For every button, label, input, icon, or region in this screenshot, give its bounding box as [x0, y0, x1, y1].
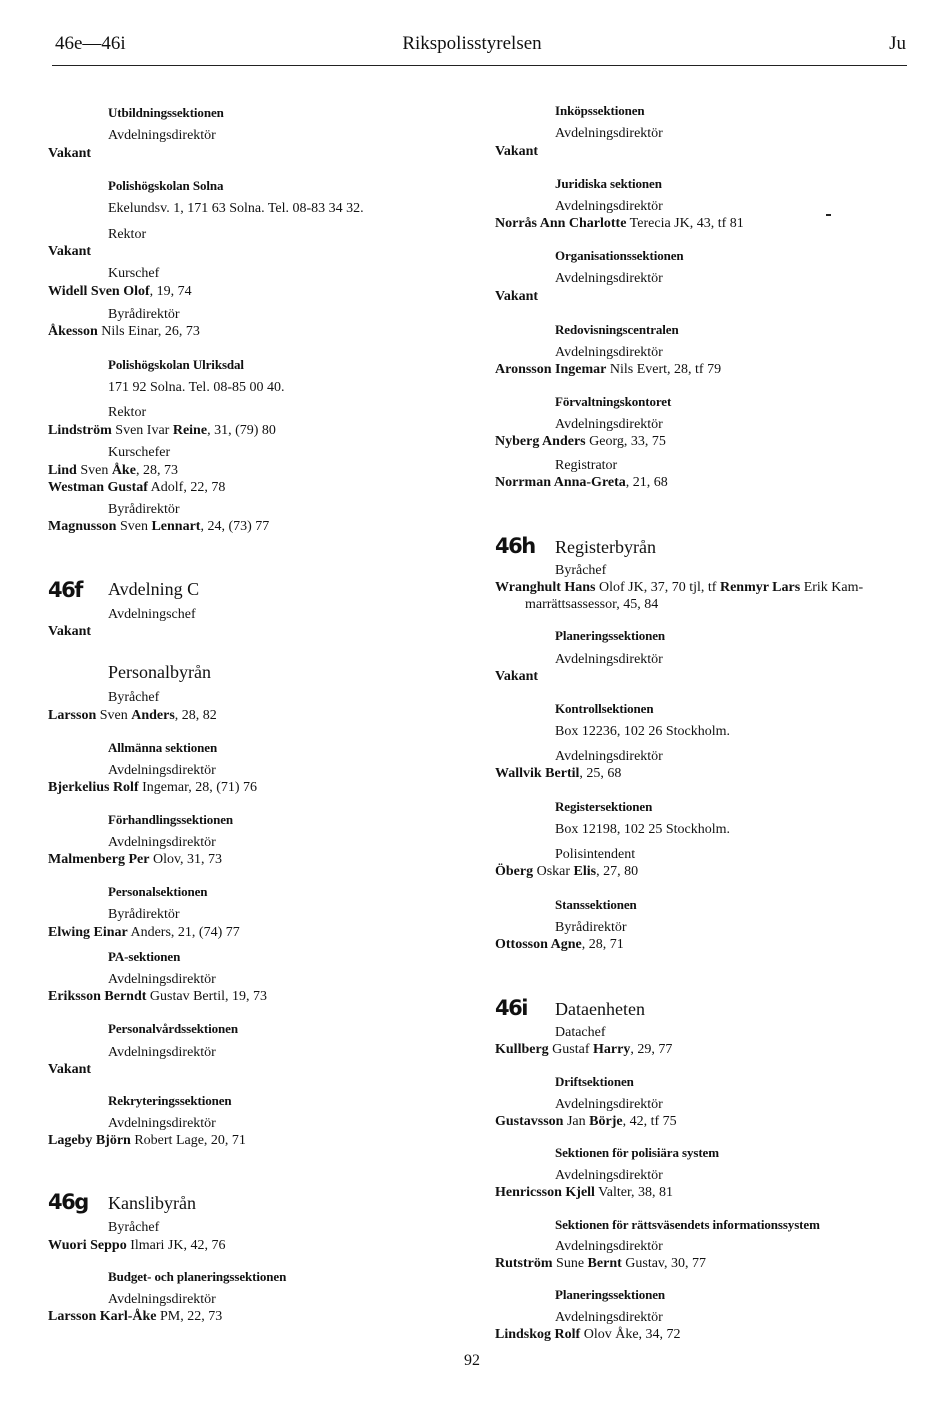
- section-heading: Rekryteringssektionen: [108, 1093, 232, 1108]
- name-bold: Börje: [589, 1114, 623, 1129]
- person-entry: [495, 288, 538, 305]
- text-line: Byrådirektör: [108, 502, 180, 517]
- name-bold: Rutström: [495, 1256, 553, 1271]
- section-heading: Utbildningssektionen: [108, 105, 224, 120]
- name-bold: Elwing Einar: [48, 925, 128, 940]
- person-entry: [48, 283, 192, 300]
- name-bold: Henricsson Kjell: [495, 1185, 595, 1200]
- name-bold: Elis: [573, 864, 597, 879]
- section-title: Kanslibyrån: [108, 1193, 196, 1213]
- name-bold: Gustavsson: [495, 1114, 564, 1129]
- person-entry: [48, 145, 91, 162]
- person-entry: [48, 1308, 222, 1325]
- text-line: Registrator: [555, 458, 618, 473]
- name-rest: Terecia JK, 43, tf 81: [626, 216, 744, 231]
- running-header-title: Rikspolisstyrelsen: [402, 33, 542, 54]
- name-rest: Robert Lage, 20, 71: [130, 1133, 246, 1148]
- name-bold: Bjerkelius Rolf: [48, 780, 139, 795]
- text-line: Byrådirektör: [108, 307, 180, 322]
- text-line: Avdelningsdirektör: [555, 345, 663, 360]
- person-entry: [48, 518, 269, 535]
- name-bold: Lindskog Rolf: [495, 1327, 581, 1342]
- text-line: Rektor: [108, 405, 147, 420]
- section-title: Dataenheten: [555, 999, 645, 1019]
- name-rest: , 42, tf 75: [622, 1114, 677, 1129]
- section-heading: Förvaltningskontoret: [555, 394, 672, 409]
- section-heading: Personalsektionen: [108, 884, 208, 899]
- person-entry: [495, 1255, 706, 1272]
- name-rest: Erik Kam-: [800, 580, 864, 595]
- name-bold: Åke: [111, 463, 136, 478]
- section-heading: Personalvårdssektionen: [108, 1021, 238, 1036]
- name-rest: Nils Evert, 28, tf 79: [606, 362, 722, 377]
- name-bold: Vakant: [495, 669, 539, 684]
- person-entry: [48, 851, 222, 868]
- person-entry: [48, 623, 91, 640]
- section-heading: Planeringssektionen: [555, 1287, 666, 1302]
- text-line: Avdelningschef: [108, 607, 196, 622]
- name-rest: , 31, (79) 80: [207, 423, 276, 438]
- text-line: Byråchef: [108, 690, 160, 705]
- person-entry: [48, 1132, 246, 1149]
- name-rest: , 28, 82: [174, 708, 217, 723]
- section-number: 46g: [48, 1190, 88, 1214]
- section-heading: Polishögskolan Ulriksdal: [108, 357, 244, 372]
- name-bold: Åkesson: [48, 324, 98, 339]
- name-bold: Vakant: [48, 244, 92, 259]
- person-entry: [495, 863, 638, 880]
- text-line: Avdelningsdirektör: [108, 1292, 216, 1307]
- header-rule: [52, 65, 907, 66]
- name-rest: Gustav, 30, 77: [621, 1256, 707, 1271]
- text-line: Avdelningsdirektör: [108, 972, 216, 987]
- name-rest: Nils Einar, 26, 73: [97, 324, 200, 339]
- text-line: Avdelningsdirektör: [108, 1116, 216, 1131]
- text-line: Avdelningsdirektör: [555, 1310, 663, 1325]
- section-heading: Stanssektionen: [555, 897, 637, 912]
- section-title: Avdelning C: [108, 579, 200, 599]
- name-rest: Georg, 33, 75: [585, 434, 666, 449]
- text-line: Avdelningsdirektör: [108, 1045, 216, 1060]
- name-bold: Lageby Björn: [48, 1133, 131, 1148]
- section-number: 46h: [495, 534, 535, 558]
- person-entry: [48, 707, 217, 724]
- name-rest: , 28, 73: [135, 463, 178, 478]
- text-line: Byråchef: [555, 563, 607, 578]
- stray-mark: [826, 214, 831, 216]
- text-line: Avdelningsdirektör: [555, 652, 663, 667]
- section-title: Registerbyrån: [555, 537, 656, 557]
- name-rest: PM, 22, 73: [156, 1309, 223, 1324]
- text-line: Avdelningsdirektör: [108, 128, 216, 143]
- name-bold: Norrås Ann Charlotte: [495, 216, 627, 231]
- person-entry: [495, 215, 744, 232]
- running-header-right: Ju: [889, 33, 906, 54]
- name-rest: , 28, 71: [581, 937, 624, 952]
- person-entry: [495, 579, 863, 596]
- text-line: Avdelningsdirektör: [108, 763, 216, 778]
- name-rest: Gustaf: [548, 1042, 593, 1057]
- name-rest: Adolf, 22, 78: [147, 480, 226, 495]
- name-rest: Sune: [552, 1256, 588, 1271]
- text-line: Byråchef: [108, 1220, 160, 1235]
- name-rest: marrättsassessor, 45, 84: [525, 597, 659, 612]
- section-heading: Juridiska sektionen: [555, 176, 662, 191]
- section-number: 46i: [495, 996, 527, 1020]
- name-rest: Ingemar, 28, (71) 76: [138, 780, 258, 795]
- section-heading: Sektionen för rättsväsendets informationssystem: [555, 1217, 820, 1232]
- person-entry: [48, 1061, 91, 1078]
- name-bold: Nyberg Anders: [495, 434, 586, 449]
- name-bold: Vakant: [48, 1062, 92, 1077]
- name-rest: , 25, 68: [579, 766, 622, 781]
- name-bold: Larsson: [48, 708, 97, 723]
- section-heading: Registersektionen: [555, 799, 653, 814]
- person-entry: [495, 1184, 673, 1201]
- name-bold: Westman Gustaf: [48, 480, 148, 495]
- person-entry: [48, 243, 91, 260]
- text-line: 171 92 Solna. Tel. 08-85 00 40.: [108, 380, 285, 395]
- person-entry: [495, 1041, 672, 1058]
- name-bold: Wuori Seppo: [48, 1238, 127, 1253]
- name-bold: Lindström: [48, 423, 112, 438]
- name-rest: Olov, 31, 73: [149, 852, 223, 867]
- text-line: Avdelningsdirektör: [555, 1097, 663, 1112]
- name-rest: Sven: [76, 463, 112, 478]
- name-rest: , 19, 74: [149, 284, 192, 299]
- section-heading: Sektionen för polisiära system: [555, 1145, 719, 1160]
- text-line: Datachef: [555, 1025, 606, 1040]
- section-heading: Redovisningscentralen: [555, 322, 679, 337]
- text-line: Rektor: [108, 227, 147, 242]
- text-line: Polisintendent: [555, 847, 636, 862]
- person-entry: [48, 462, 178, 479]
- name-bold: Widell Sven Olof: [48, 284, 150, 299]
- name-rest: Sven Ivar: [111, 423, 173, 438]
- person-entry: [48, 479, 225, 496]
- name-bold: Öberg: [495, 864, 534, 879]
- name-bold: Ottosson Agne: [495, 937, 582, 952]
- name-bold: Wallvik Bertil: [495, 766, 580, 781]
- text-line: Box 12198, 102 25 Stockholm.: [555, 822, 731, 837]
- name-rest: Gustav Bertil, 19, 73: [146, 989, 267, 1004]
- name-rest: , 21, 68: [625, 475, 668, 490]
- text-line: Byrådirektör: [108, 907, 180, 922]
- section-heading: Organisationssektionen: [555, 248, 684, 263]
- name-bold: Vakant: [495, 144, 539, 159]
- section-heading: PA-sektionen: [108, 949, 181, 964]
- person-entry: [495, 765, 621, 782]
- name-rest: Olov Åke, 34, 72: [580, 1327, 681, 1342]
- name-bold: Aronsson Ingemar: [495, 362, 607, 377]
- person-entry: [48, 779, 257, 796]
- name-bold: Vakant: [48, 624, 92, 639]
- name-bold: Malmenberg Per: [48, 852, 150, 867]
- name-bold: Eriksson Berndt: [48, 989, 147, 1004]
- name-bold: Bernt: [587, 1256, 622, 1271]
- name-rest: , 29, 77: [630, 1042, 673, 1057]
- running-header-left: 46e—46i: [55, 33, 126, 54]
- text-line: Avdelningsdirektör: [555, 1239, 663, 1254]
- person-entry: [495, 1113, 677, 1130]
- name-bold: Vakant: [48, 146, 92, 161]
- name-rest: Anders, 21, (74) 77: [127, 925, 240, 940]
- name-rest: Sven: [116, 519, 152, 534]
- text-line: Avdelningsdirektör: [108, 835, 216, 850]
- section-heading: Polishögskolan Solna: [108, 178, 224, 193]
- name-rest: Ilmari JK, 42, 76: [126, 1238, 226, 1253]
- name-bold: Reine: [172, 423, 208, 438]
- section-heading: Driftsektionen: [555, 1074, 634, 1089]
- text-line: Avdelningsdirektör: [555, 126, 663, 141]
- person-entry: [48, 1237, 225, 1254]
- name-bold: Norrman Anna-Greta: [495, 475, 626, 490]
- name-rest: Jan: [563, 1114, 590, 1129]
- person-entry: [48, 323, 200, 340]
- section-heading: Kontrollsektionen: [555, 701, 654, 716]
- name-bold: Renmyr Lars: [719, 580, 801, 595]
- person-entry: [495, 361, 721, 378]
- section-heading: Budget- och planeringssektionen: [108, 1269, 287, 1284]
- text-line: Byrådirektör: [555, 920, 627, 935]
- section-heading: Inköpssektionen: [555, 103, 645, 118]
- person-entry: [495, 1326, 681, 1343]
- person-entry-cont: [525, 596, 658, 613]
- person-entry: [48, 988, 267, 1005]
- name-bold: Anders: [131, 708, 175, 723]
- person-entry: [495, 936, 624, 953]
- person-entry: [495, 433, 666, 450]
- text-line: Box 12236, 102 26 Stockholm.: [555, 724, 731, 739]
- name-rest: Oskar: [533, 864, 574, 879]
- name-rest: Valter, 38, 81: [594, 1185, 674, 1200]
- name-bold: Kullberg: [495, 1042, 549, 1057]
- text-line: Avdelningsdirektör: [555, 417, 663, 432]
- section-heading: Förhandlingssektionen: [108, 812, 234, 827]
- section-heading: Allmänna sektionen: [108, 740, 218, 755]
- name-bold: Magnusson: [48, 519, 117, 534]
- person-entry: [495, 143, 538, 160]
- page-number: 92: [464, 1352, 480, 1369]
- text-line: Avdelningsdirektör: [555, 271, 663, 286]
- name-bold: Vakant: [495, 289, 539, 304]
- text-line: Kurschefer: [108, 445, 171, 460]
- person-entry: [495, 474, 668, 491]
- name-bold: Lennart: [151, 519, 201, 534]
- text-line: Avdelningsdirektör: [555, 199, 663, 214]
- text-line: Avdelningsdirektör: [555, 749, 663, 764]
- text-line: Avdelningsdirektör: [555, 1168, 663, 1183]
- section-number: 46f: [48, 578, 82, 602]
- name-rest: , 24, (73) 77: [200, 519, 270, 534]
- text-line: Kurschef: [108, 266, 160, 281]
- person-entry: [48, 924, 240, 941]
- text-line: Ekelundsv. 1, 171 63 Solna. Tel. 08-83 34 32.: [108, 201, 364, 216]
- name-bold: Larsson Karl-Åke: [48, 1309, 157, 1324]
- name-bold: Harry: [593, 1042, 631, 1057]
- name-rest: Olof JK, 37, 70 tjl, tf: [595, 580, 720, 595]
- name-bold: Lind: [48, 463, 77, 478]
- person-entry: [495, 668, 538, 685]
- name-rest: Sven: [96, 708, 132, 723]
- section-heading: Planeringssektionen: [555, 628, 666, 643]
- name-rest: , 27, 80: [596, 864, 639, 879]
- section-title: Personalbyrån: [108, 662, 211, 682]
- person-entry: [48, 422, 276, 439]
- name-bold: Wranghult Hans: [495, 580, 596, 595]
